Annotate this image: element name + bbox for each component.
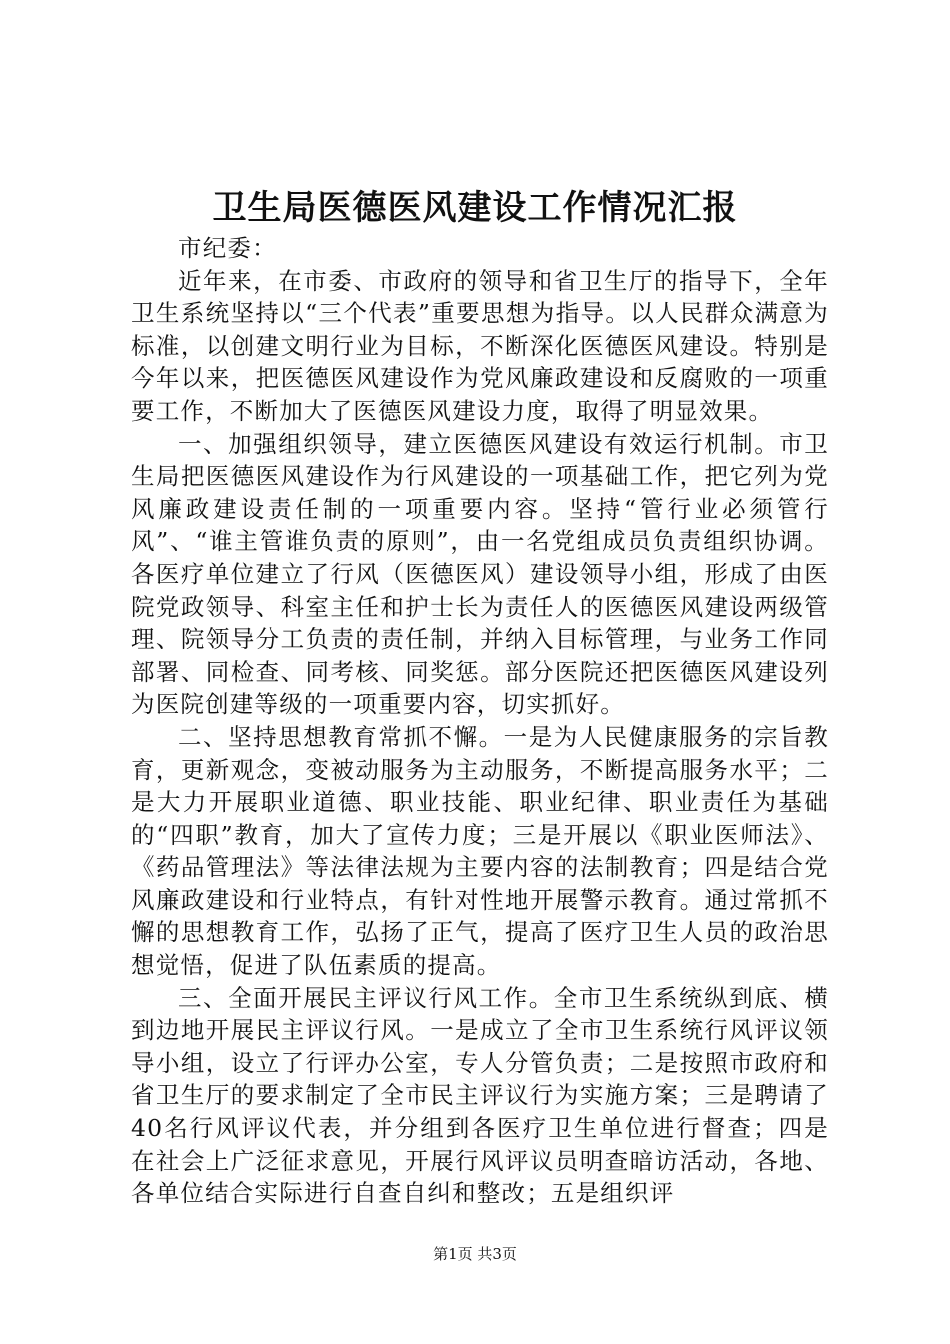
paragraph-section-1: 一、加强组织领导，建立医德医风建设有效运行机制。市卫生局把医德医风建设作为行风建设的一项基础工作，把它列为党风廉政建设责任制的一项重要内容。坚持“管行业必须管行风”、“谁主管谁负责的原则”，由一名党组成员负责组织协调。各医疗单位建立了行风（医德医风）建设领导小组，形成了由医院党政领导、科室主任和护士长为责任人的医德医风建设两级管理、院领导分工负责的责任制，并纳入目标管理，与业务工作同部署、同检查、同考核、同奖惩。部分医院还把医德医风建设列为医院创建等级的一项重要内容，切实抓好。	[131, 429, 829, 719]
page-number-footer: 第1页 共3页	[433, 1245, 517, 1263]
paragraph-section-3: 三、全面开展民主评议行风工作。全市卫生系统纵到底、横到边地开展民主评议行风。一是成立了全市卫生系统行风评议领导小组，设立了行评办公室，专人分管负责；二是按照市政府和省卫生厅的要求制定了全市民主评议行为实施方案；三是聘请了40名行风评议代表，并分组到各医疗卫生单位进行督查；四是在社会上广泛征求意见，开展行风评议员明查暗访活动，各地、各单位结合实际进行自查自纠和整改；五是组织评	[131, 983, 829, 1208]
paragraph-section-2: 二、坚持思想教育常抓不懈。一是为人民健康服务的宗旨教育，更新观念，变被动服务为主动服务，不断提高服务水平；二是大力开展职业道德、职业技能、职业纪律、职业责任为基础的“四职”教育，加大了宣传力度；三是开展以《职业医师法》、《药品管理法》等法律法规为主要内容的法制教育；四是结合党风廉政建设和行业特点，有针对性地开展警示教育。通过常抓不懈的思想教育工作，弘扬了正气，提高了医疗卫生人员的政治思想觉悟，促进了队伍素质的提高。	[131, 722, 829, 980]
paragraph-intro: 近年来，在市委、市政府的领导和省卫生厅的指导下，全年卫生系统坚持以“三个代表”重要思想为指导。以人民群众满意为标准，以创建文明行业为目标，不断深化医德医风建设。特别是今年以来，把医德医风建设作为党风廉政建设和反腐败的一项重要工作，不断加大了医德医风建设力度，取得了明显效果。	[131, 266, 829, 425]
salutation: 市纪委：	[178, 234, 277, 262]
document-body	[131, 232, 829, 1210]
document-title: 卫生局医德医风建设工作情况汇报	[212, 188, 738, 228]
